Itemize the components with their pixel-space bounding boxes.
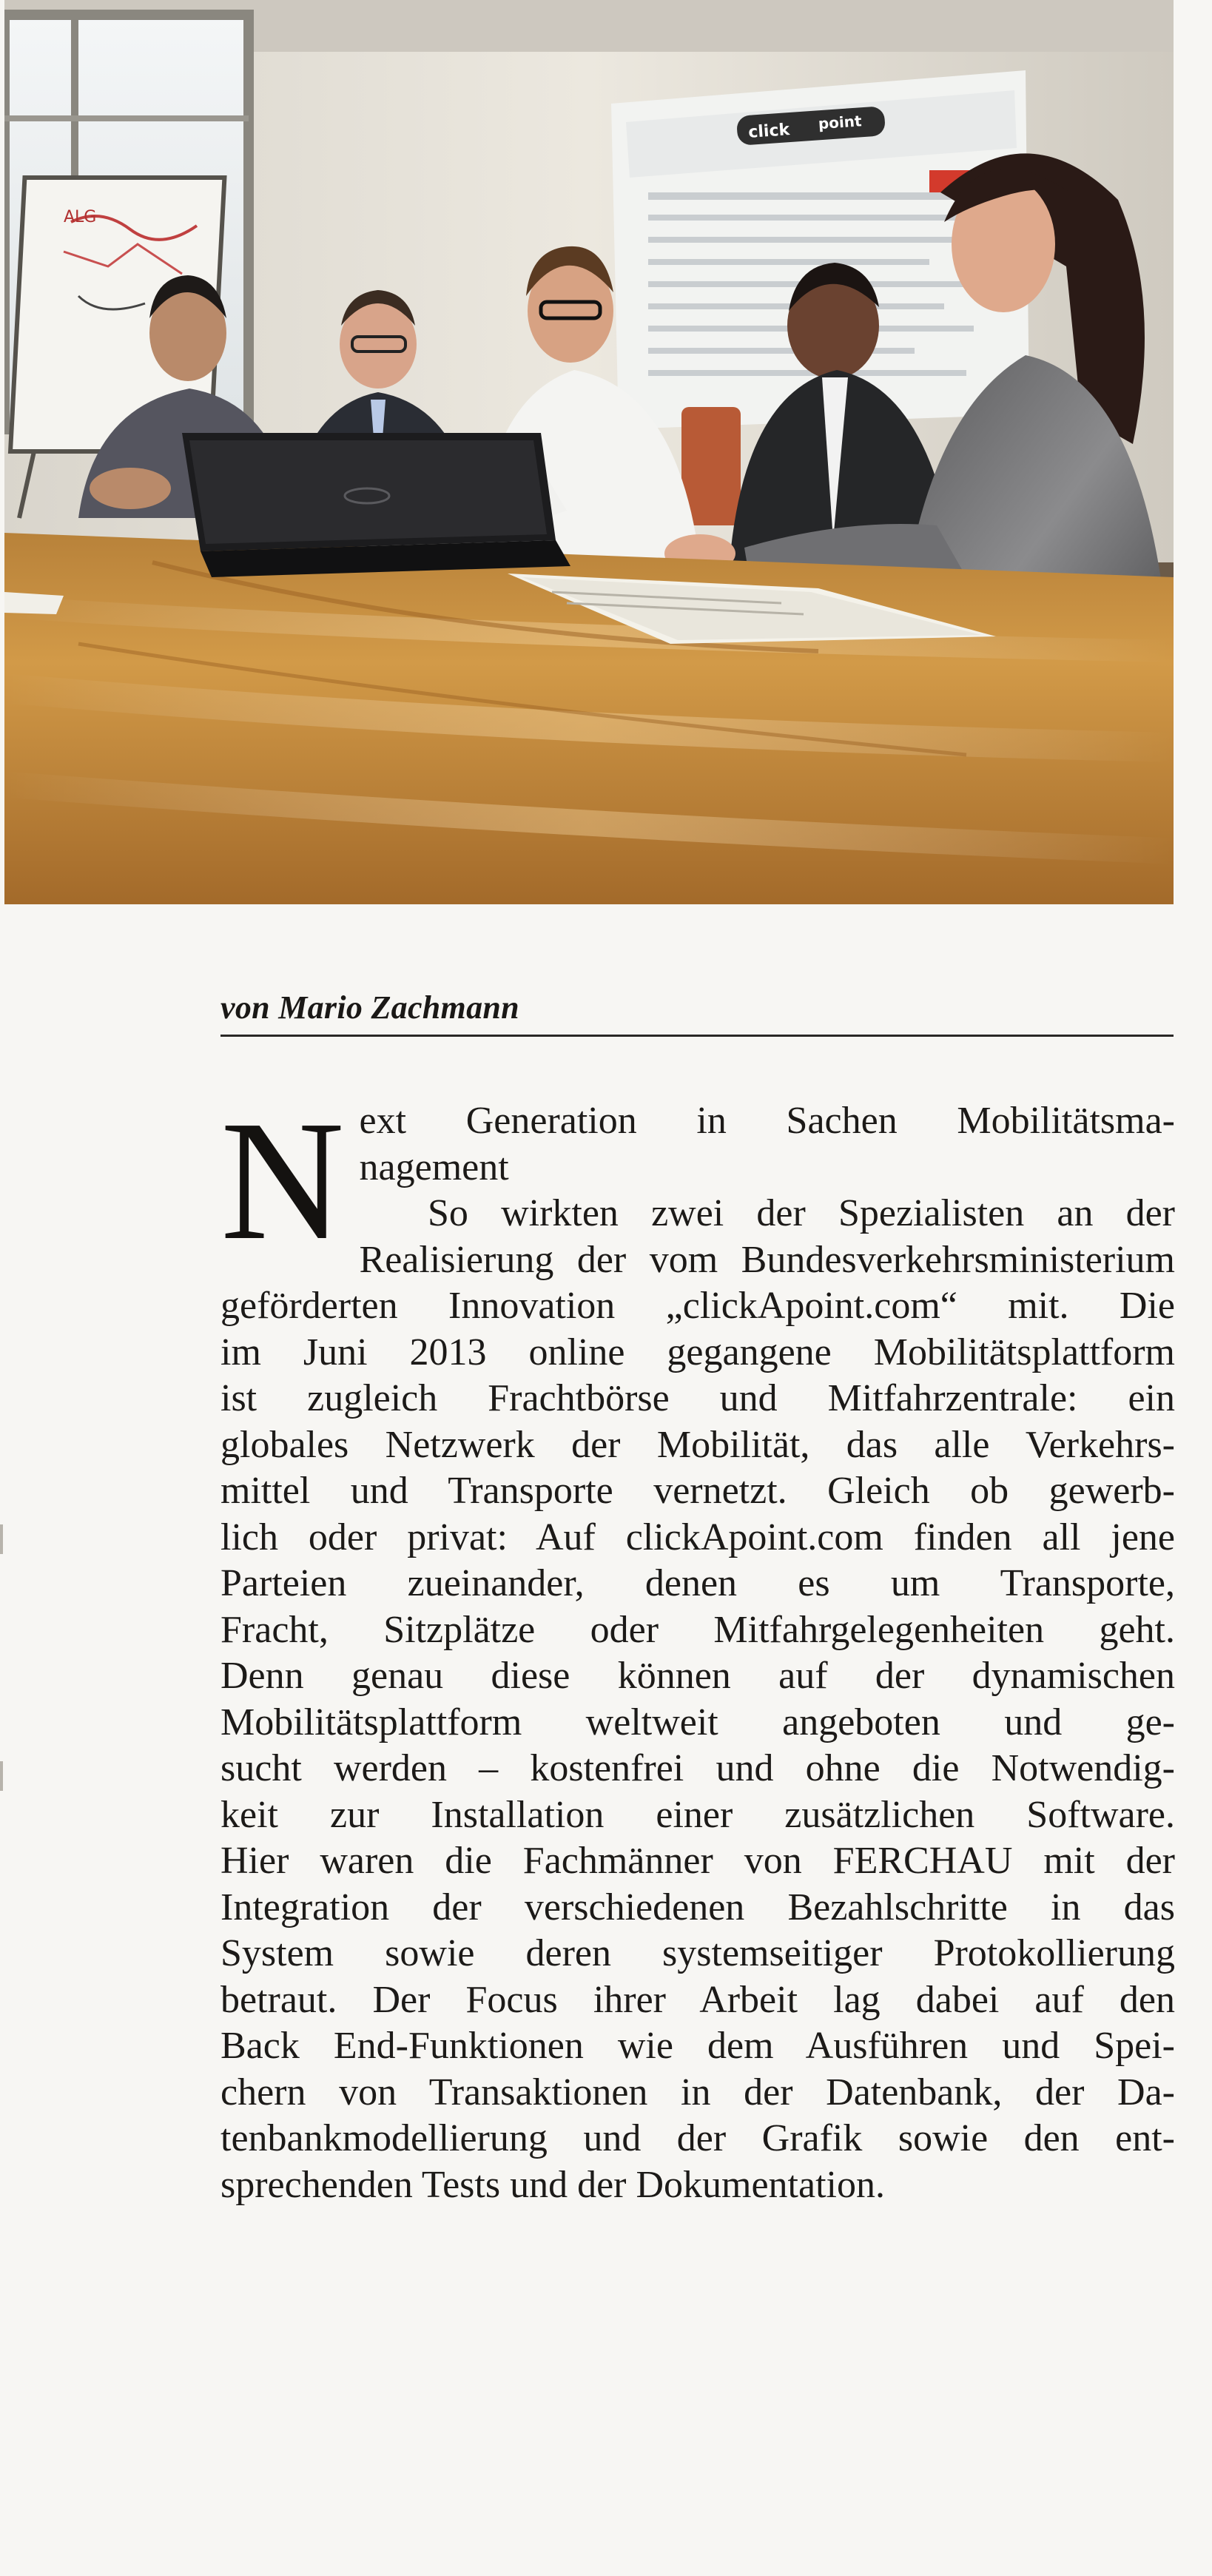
meeting-photo <box>4 0 1174 904</box>
article-line: Parteien zueinander, denen es um Transporte, <box>220 1562 1175 1604</box>
article-line: tenbankmodellierung und der Grafik sowie den ent- <box>220 2117 1175 2159</box>
article-line: Hier waren die Fachmänner von FERCHAU mit der <box>220 1840 1175 1882</box>
article-line: geförderten Innovation „clickApoint.com“ mit. Die <box>220 1285 1175 1327</box>
article-line: betraut. Der Focus ihrer Arbeit lag dabei auf den <box>220 1978 1175 2021</box>
article-line: System sowie deren systemseitiger Protokollierung <box>220 1932 1175 1974</box>
article-line: Fracht, Sitzplätze oder Mitfahrgelegenheiten geht. <box>220 1608 1175 1651</box>
article-line: mittel und Transporte vernetzt. Gleich ob gewerb- <box>220 1470 1175 1512</box>
article-line: chern von Transaktionen in der Datenbank, der Da- <box>220 2071 1175 2113</box>
article-line: Denn genau diese können auf der dynamischen <box>220 1655 1175 1697</box>
svg-text:click: click <box>747 121 790 142</box>
article-line: sprechenden Tests und der Dokumentation. <box>220 2163 885 2206</box>
svg-text:point: point <box>817 112 863 133</box>
svg-text:ALG: ALG <box>64 208 97 226</box>
article-line: sucht werden – kostenfrei und ohne die Notwendig- <box>220 1747 1175 1789</box>
article-line: ist zugleich Frachtbörse und Mitfahrzentrale: ein <box>220 1377 1175 1419</box>
byline: von Mario Zachmann <box>220 989 519 1026</box>
article-line: Mobilitätsplattform weltweit angeboten und ge- <box>220 1701 1175 1743</box>
article-line: Back End-Funktionen wie dem Ausführen und Spei- <box>220 2025 1175 2067</box>
article-line: lich oder privat: Auf clickApoint.com finden all jene <box>220 1516 1175 1558</box>
article-line: So wirkten zwei der Spezialisten an der <box>428 1192 1175 1234</box>
article-body <box>220 1086 1175 2208</box>
article-line: nagement <box>359 1146 509 1188</box>
article-line: globales Netzwerk der Mobilität, das alle Verkehrs- <box>220 1423 1175 1466</box>
article-line: ext Generation in Sachen Mobilitätsma- <box>359 1100 1175 1142</box>
laptop <box>182 433 570 577</box>
article-line: Realisierung der vom Bundesverkehrsministerium <box>359 1238 1175 1281</box>
byline-rule <box>220 1035 1174 1037</box>
article-line: im Juni 2013 online gegangene Mobilitätsplattform <box>220 1331 1175 1373</box>
article-line: keit zur Installation einer zusätzlichen Software. <box>220 1793 1175 1836</box>
scan-mark <box>0 1761 3 1791</box>
article-line: Integration der verschiedenen Bezahlschritte in das <box>220 1886 1175 1928</box>
scan-mark <box>0 1524 3 1554</box>
drop-cap: N <box>220 1086 345 1276</box>
